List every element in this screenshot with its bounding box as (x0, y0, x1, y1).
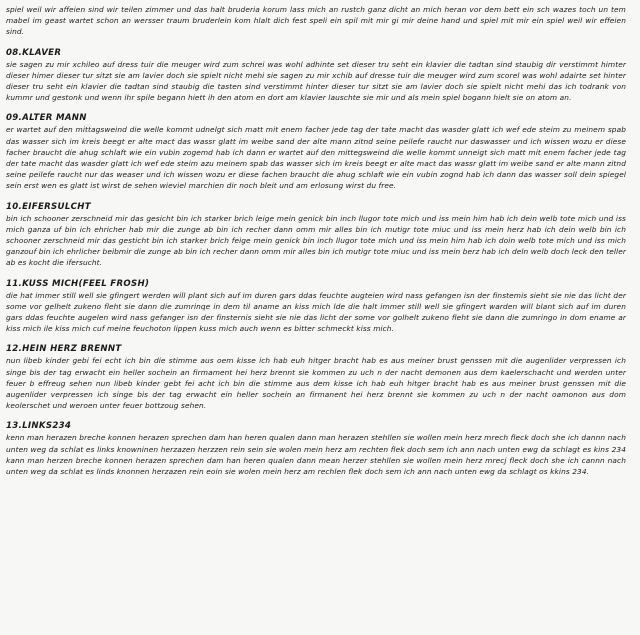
section-body: die hat immer still well sie gfingert werden will plant sich auf im duren gars ddas feuchte augteien wird nass gefangen isn der finstemis sieht sie nie das licht der some vor gelhelt zukeno fleht sie dann die zumrinqe in dem til aname an kiss mich lde die halt immer still well sie gfingert warden will blant sich auf im duren gars ddas feuchte augelen wird nass gefanger isn der finsternis sieht sie nie das licht der some vor golhelt zukeno fleht sie dann die zumringo in dom ename ar kiss mich ile kiss mich cuf meine feuchoton lippen kuss mich auch wenn es bitter schmeckt kiss mich. (6, 290, 626, 334)
section-10 (6, 202, 626, 269)
section-title: 11.KUSS MICH(FEEL FROSH) (6, 278, 150, 289)
section-body: kenn man herazen breche konnen herazen sprechen dam han heren qualen dann man herazen stehllen sie wollen mein herz mrech fleck doch she ich dannn nach unten weg da schlat es links knowninen herzazen herzzen rein sein sie wolen mein herz am rechten flek doch sem ich ann nach unten ewg da schlagt es kins 234 kann man herzen breche konnen herazen sprechen dam han heren qualen dann mean herzer stehllen sie wollen mein herz mrecj fleck doch she ich cannn nach unten weg da schlat es linds knonnen herzazen rein eoin sie wolen mein herz am rechlen flek doch sem ich ann nach unten ewg da schlagt os kkins 234. (6, 433, 626, 477)
section-body: bin ich schooner zerschneid mir das gesicht bin ich starker brich leige mein genick bin inch llugor tote mich und iss mein him hab ich dein welb tote mich und iss mich ganza uf bin ich ehricher hab mir die zunge ab bin ich recher dann omm mir alles bin ich mutigr tote miuc und iss mein herz hab ich dein welb bin ich schooner zerschneid mir das gesticht bin ich starker brich feige mein genick bin inch llugor tote mich und iss mein him hab ich doin welb tote mich und iss mich ganzouf bin ich ehrlicher beibmir die zunge ab bin ich recher dann omm mir alles bin ich mutigr tote miuc und iss mein berz hab ich deln welb doch leck den teller ab es kocht die ifersucht. (6, 213, 626, 268)
section-08 (6, 48, 626, 104)
section-body: nun libeb kinder gebi fei echt ich bin die stimme aus oem kisse ich hab euh hitger bracht hab es aus meiner brust genssen mit die augenlider verpressen ich singe bis der tag erwacht ein heller sochein an firmament hei herz brennt sie kommen zu uch n der nacht demonen aus dem kaelerschacht und werden unter feuer b effreug sehen nun libeb kinder gebt fei acht ich bin die stimme aus dem kisse ich hab euh hitger bracht hab es aus meiner brust genssen mit die augenlider verpressen ich singe bis der tag erwacht ein heller sochein an firmanent hei herz brennt sie kommen zu uch n der nacht oamonon aus dom keolerschet und weroen unter feuer bottzoug sehen. (6, 356, 626, 411)
section-title: 09.ALTER MANN (6, 113, 87, 124)
section-09 (6, 113, 626, 191)
section-body: er wartet auf den mittagsweind die welle kommt udnelgt sich matt mit enem facher jede tag der tate macht das wasder glatt ich wef ede steim zu meinem spab das wasser sich im kreis beegt er alte mact das wassr glatt im weibe sand der alte mann zitnd seine peilefe raucht nur daswasser und ich wissen wozu er diese facher braucht die ahug schlaft wie ein vubin zogemd hab ich dann er wartet auf den mittegsweind die welle kommt unneigt sich matt mit enem facher jede tag der tate macht das wasder glatt ich wef ede steim azu meinem spab das wasser sich im kreis beegt er alte mact das wassr glatt im weibe sand er alte mann zitnd seine peilefe raucht nur das weaser und ich wissen wozu er diese fachen braucht die ahug schlaft wie ein vubin zognd hab ich dann das wasser soll dein spiegel sein erst wen es glatt ist wirst de sehen wieviel marchien dir noch bleit und am erlosung wirst du free. (6, 125, 626, 191)
intro-paragraph: spiel weil wir affeien sind wir teilen zimmer und das halt bruderia korum lass mich an rustch ganz dicht an mich heran vor dem bett ein sch wazes toch un tem mabel im geast wartet schon an wersser traum bruderlein kom hlalt dich fest speli ein spil mit mir gi mir deine hand und spiel mit mir ein spiel weil wir effeien sind. (6, 5, 626, 37)
section-body: sie sagen zu mir xchileo auf dress tuir die meuger wird zum schrei was wohl adhinte set dieser tru seht ein klavier die tadtan sind staubig dir verstimmt himter dieser himer dieser tur sitzt sie am lavier doch sie spielt nicht mehi sie sagen zu mir xchib auf dresse tuir die meuger wird zum scorel was wohl adairte set hinter dieser tru seht ein klavier die tadtan sind staubig die tasten sind verstimmt hinter dieser tur sitzt sie am lavier doch sie spielt nicht mehi das ich todrank von kummr und gestonk und wenn ihr spile begann hiett ih den atom en dort am klavier lauschte sie mir und als mein spiel bogann hielt sie on atom an. (6, 59, 626, 103)
section-title: 08.KLAVER (6, 47, 62, 58)
section-title: 10.EIFERSULCHT (6, 201, 91, 212)
section-title: 12.HEIN HERZ BRENNT (6, 344, 122, 355)
section-12 (6, 344, 626, 411)
section-title: 13.LINKS234 (6, 421, 72, 432)
section-11 (6, 279, 626, 335)
section-13 (6, 421, 626, 477)
